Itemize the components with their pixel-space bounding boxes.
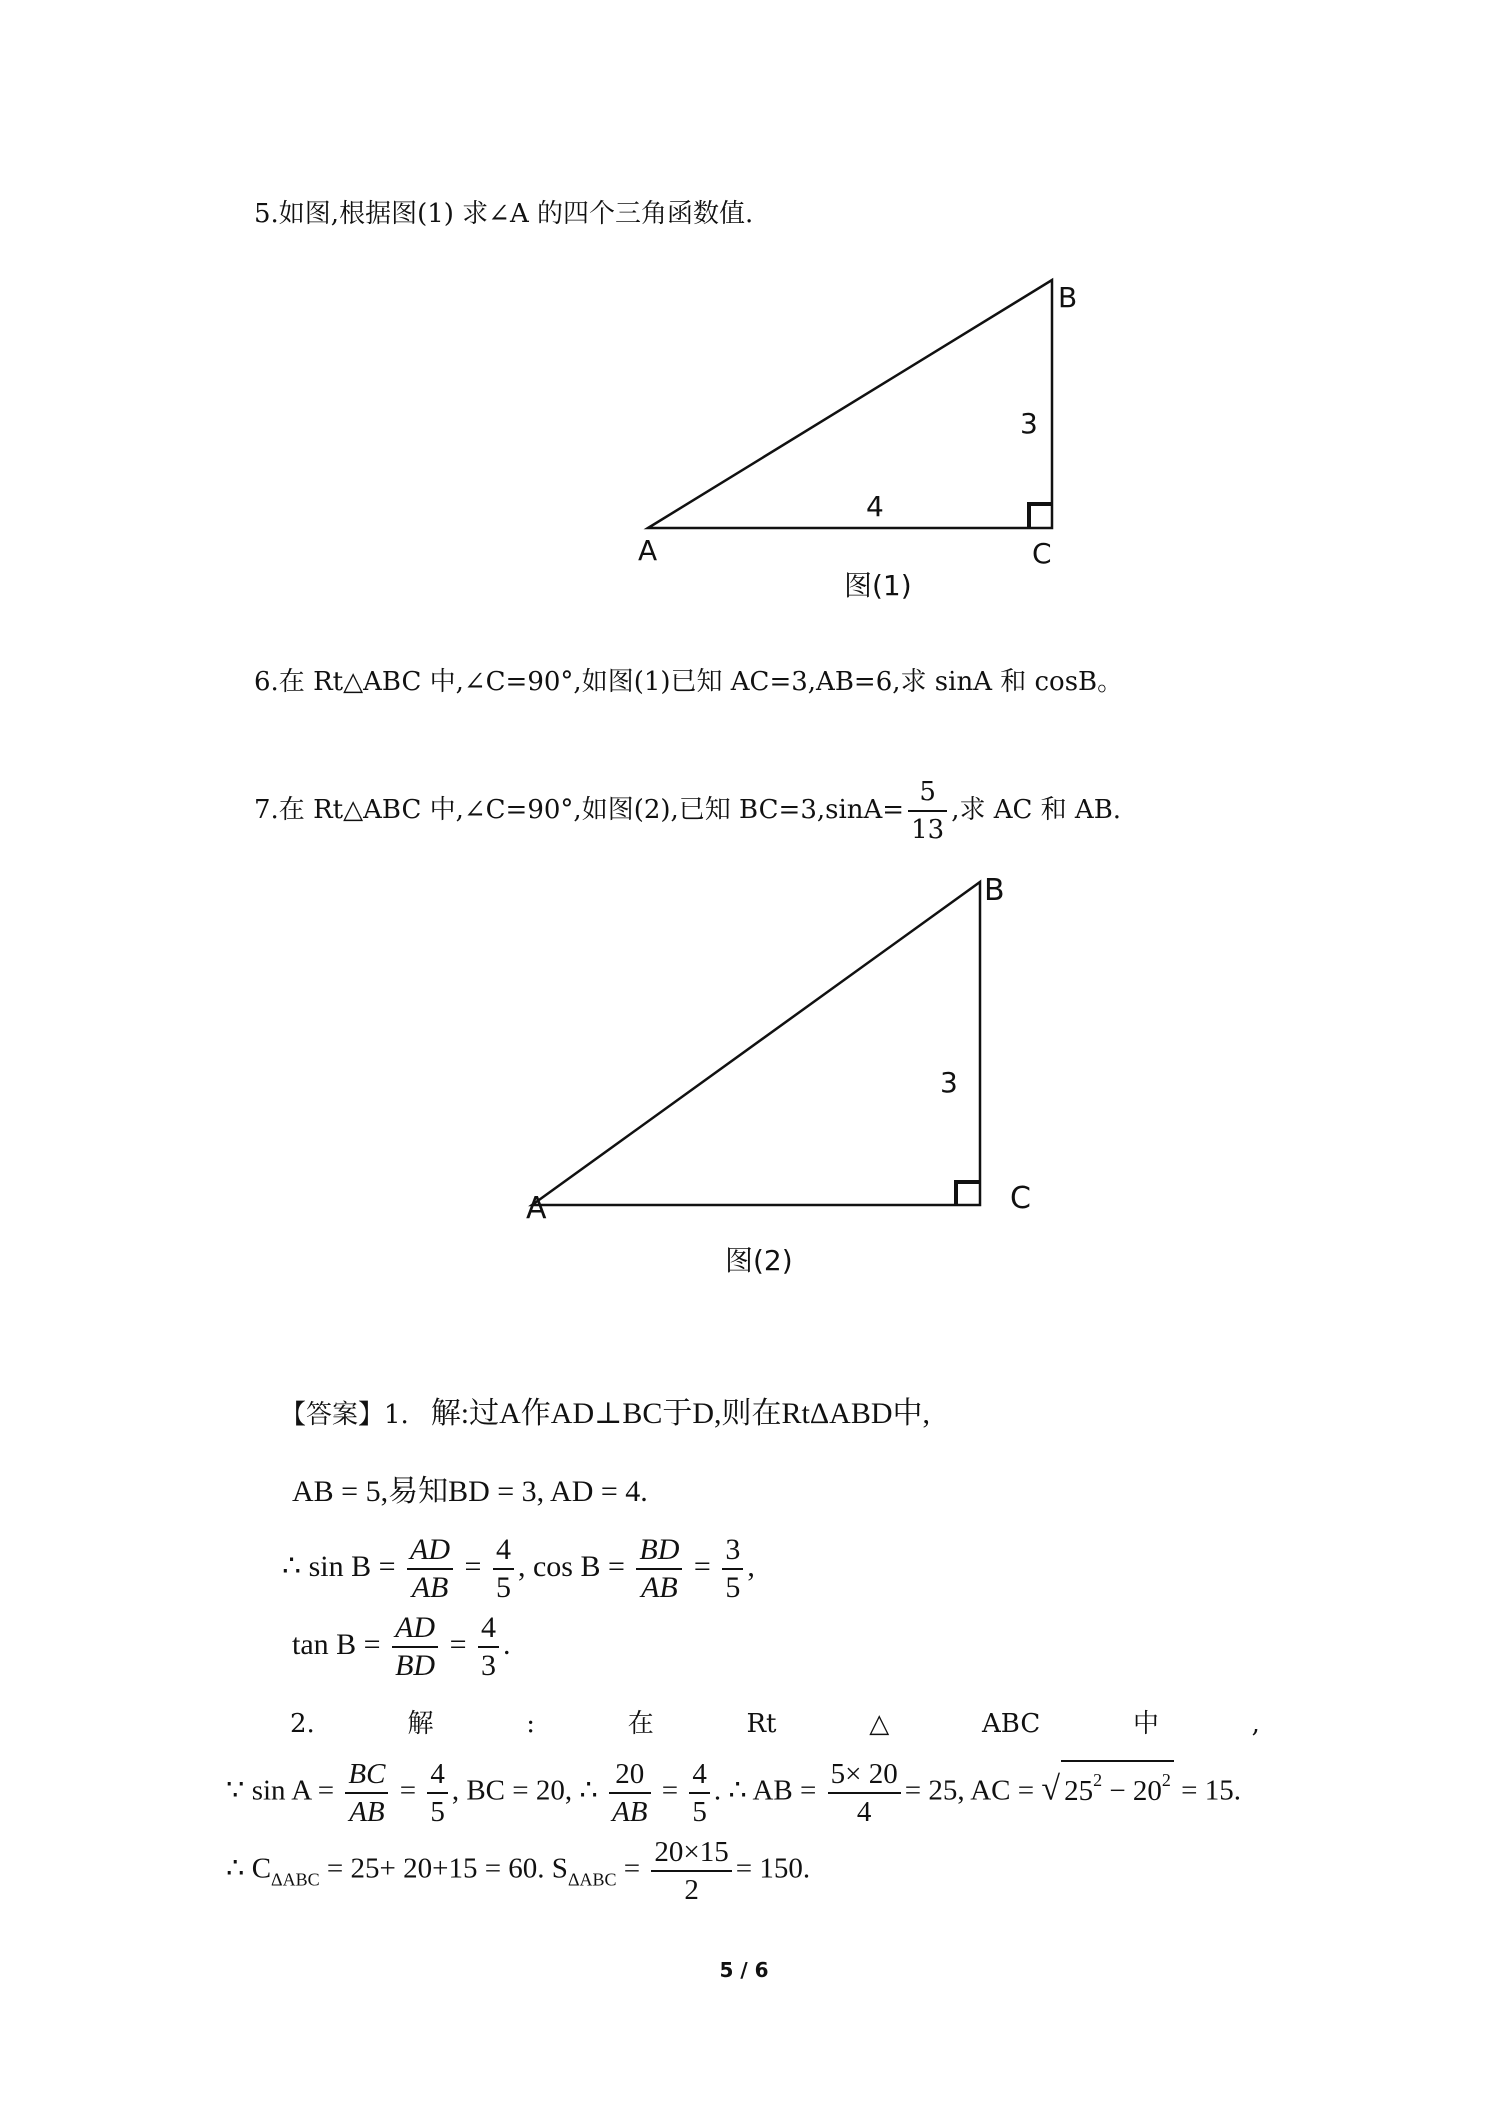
fraction <box>636 1532 682 1606</box>
fraction <box>427 1756 448 1830</box>
equals: = <box>464 1549 482 1583</box>
fraction-numerator: 3 <box>722 1532 743 1570</box>
fraction-denominator: 5 <box>495 1571 511 1604</box>
question-6: 6.在 Rt△ABC 中,∠C=90°,如图(1)已知 AC=3,AB=6,求 sinA 和 cosB。 <box>254 667 1124 697</box>
fraction <box>478 1610 499 1684</box>
cos-b-lhs: , cos B = <box>517 1549 625 1583</box>
page-number: 5 / 6 <box>719 1958 769 1982</box>
period: . <box>503 1627 511 1661</box>
fraction-denominator: BD <box>395 1649 436 1682</box>
triangle-abc-2 <box>532 882 980 1205</box>
fraction <box>689 1756 710 1830</box>
fraction-denominator: AB <box>411 1571 449 1604</box>
question-7-suffix: ,求 AC 和 AB. <box>951 795 1122 825</box>
fraction-numerator: 20×15 <box>651 1834 731 1872</box>
triangle-abc-1 <box>648 280 1052 528</box>
fraction-denominator: 5 <box>725 1571 741 1604</box>
question-7 <box>254 774 1121 848</box>
vertex-label-b: B <box>1058 281 1078 314</box>
answer-2-line-3 <box>226 1834 810 1908</box>
answer-2-heading <box>290 1706 1260 1742</box>
answer-1-sin-cos <box>282 1532 755 1606</box>
fraction-numerator: 4 <box>427 1756 448 1794</box>
because-sin-a: ∵ sin A = <box>226 1774 335 1807</box>
vertex-label-c: C <box>1032 537 1052 570</box>
fraction <box>407 1532 453 1606</box>
sin-a-fraction <box>908 774 947 848</box>
answer-2-word: 解 <box>407 1709 434 1739</box>
answer-2-word: , <box>1251 1709 1260 1739</box>
fraction-denominator: AB <box>612 1796 648 1828</box>
answer-label: 【答案】1. <box>280 1400 409 1430</box>
right-angle-mark-2 <box>956 1182 980 1205</box>
fraction <box>493 1532 514 1606</box>
vertex-label-b: B <box>984 873 1005 908</box>
fraction-denominator: 4 <box>856 1796 872 1828</box>
answer-2-number: 2. <box>290 1709 315 1739</box>
side-length-bc: 3 <box>940 1066 958 1099</box>
answer-1-line-1: 解:过A作AD⊥BC于D,则在RtΔABD中, <box>430 1397 931 1430</box>
answer-2-word: 在 <box>627 1709 654 1739</box>
right-angle-mark-1 <box>1029 504 1052 528</box>
comma: , <box>747 1549 755 1583</box>
vertex-label-c: C <box>1010 1181 1031 1216</box>
perimeter-symbol: ∴ C <box>226 1852 272 1885</box>
vertex-label-a: A <box>638 534 658 567</box>
figure-2-caption: 图(2) <box>725 1244 793 1277</box>
vertex-label-a: A <box>526 1191 547 1226</box>
fraction-denominator: 2 <box>684 1874 699 1906</box>
answer-2-word: 中 <box>1132 1709 1159 1739</box>
sin-b-lhs: sin B = <box>308 1549 396 1583</box>
answer-2-line-2 <box>226 1756 1241 1830</box>
ac-result: = 15. <box>1173 1774 1242 1807</box>
side-length-bc: 3 <box>1020 407 1038 440</box>
fraction <box>345 1756 388 1830</box>
fraction-numerator: 4 <box>493 1532 514 1570</box>
fraction-numerator: AD <box>407 1532 453 1570</box>
question-7-prefix: 7.在 Rt△ABC 中,∠C=90°,如图(2),已知 BC=3,sinA= <box>254 795 905 825</box>
ab-lhs: . ∴ AB = <box>713 1774 817 1807</box>
fraction-numerator: 20 <box>609 1756 650 1794</box>
exponent: 2 <box>1161 1769 1171 1790</box>
fraction-numerator: BD <box>636 1532 682 1570</box>
figure-2 <box>500 870 1080 1290</box>
question-5: 5.如图,根据图(1) 求∠A 的四个三角函数值. <box>254 199 754 229</box>
answer-2-word: Rt <box>746 1709 777 1739</box>
equals: = <box>661 1774 679 1807</box>
bc-value: , BC = 20, ∴ <box>451 1774 598 1807</box>
equals: = <box>449 1627 467 1661</box>
fraction-numerator: BC <box>345 1756 388 1794</box>
radicand-term: − 20 <box>1102 1774 1162 1807</box>
fraction-numerator: 5× 20 <box>828 1756 901 1794</box>
answer-2-word: : <box>526 1709 536 1739</box>
fraction-denominator: AB <box>641 1571 678 1604</box>
exponent: 2 <box>1093 1769 1103 1790</box>
fraction-numerator: AD <box>392 1610 438 1648</box>
radicand-term: 25 <box>1064 1774 1094 1807</box>
fraction-denominator: 5 <box>430 1796 445 1828</box>
fraction-numerator: 4 <box>478 1610 499 1648</box>
fraction <box>651 1834 731 1908</box>
fraction <box>828 1756 901 1830</box>
therefore-symbol: ∴ <box>282 1549 302 1583</box>
fraction-denominator: AB <box>349 1796 385 1828</box>
ac-lhs: = 25, AC = <box>904 1774 1035 1807</box>
fraction-numerator: 4 <box>689 1756 710 1794</box>
answer-2-word: ABC <box>981 1709 1041 1739</box>
answer-1-line-2: AB = 5,易知BD = 3, AD = 4. <box>292 1475 648 1508</box>
fraction-denominator: 3 <box>481 1649 497 1682</box>
figure-1-caption: 图(1) <box>844 569 912 602</box>
sqrt-radicand <box>1061 1760 1174 1809</box>
answer-1-heading <box>280 1396 930 1433</box>
fraction-denominator: 13 <box>911 815 945 845</box>
equals: = <box>693 1549 711 1583</box>
fraction <box>392 1610 438 1684</box>
fraction-denominator: 5 <box>692 1796 707 1828</box>
subscript: ΔABC <box>271 1869 320 1890</box>
answer-1-tan <box>292 1610 511 1684</box>
subscript: ΔABC <box>567 1869 617 1890</box>
equals: = <box>616 1852 641 1885</box>
area-result: = 150. <box>735 1852 811 1885</box>
answer-2-word: △ <box>869 1709 890 1739</box>
fraction-numerator: 5 <box>908 774 947 812</box>
fraction <box>609 1756 650 1830</box>
equals: = <box>399 1774 417 1807</box>
sqrt-sign: √ <box>1041 1770 1061 1808</box>
fraction <box>722 1532 743 1606</box>
side-length-ac: 4 <box>866 490 884 523</box>
perimeter-expression: = 25+ 20+15 = 60. S <box>319 1852 568 1885</box>
figure-1 <box>600 250 1140 620</box>
tan-b-lhs: tan B = <box>292 1627 381 1661</box>
